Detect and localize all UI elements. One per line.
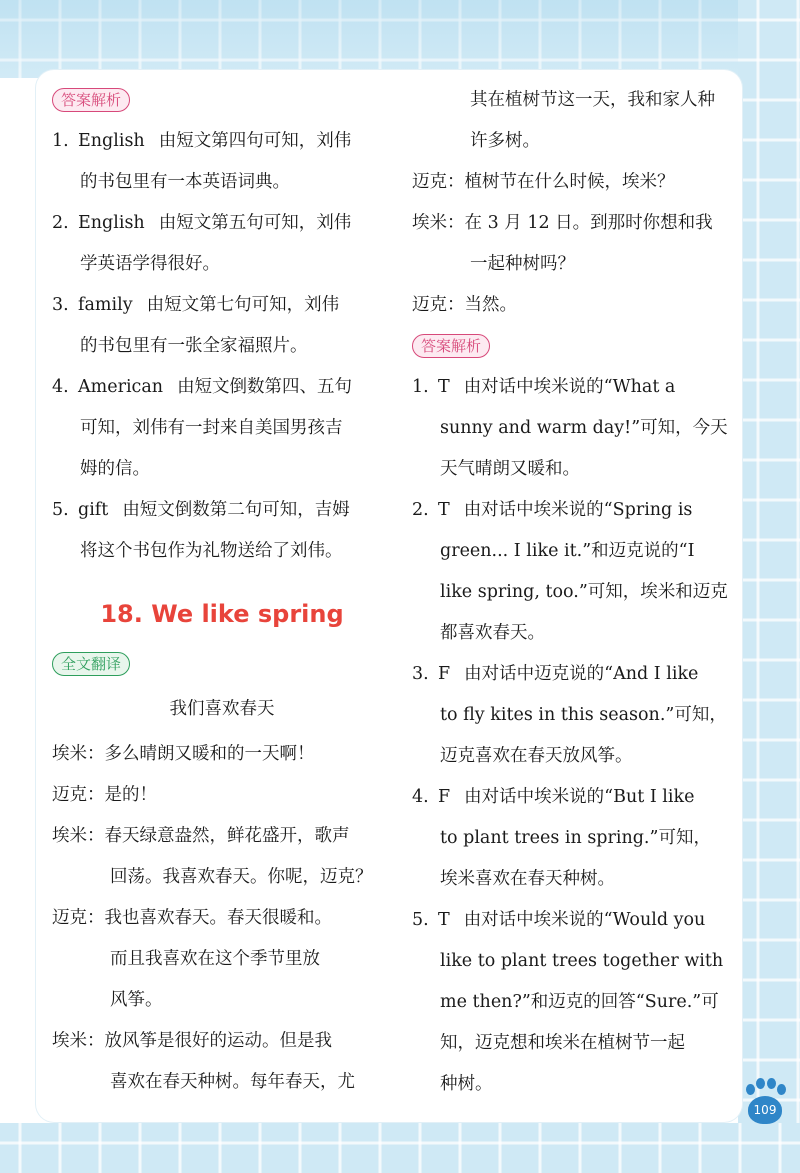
dialogue-text-cont: 而且我喜欢在这个季节里放 <box>110 949 320 969</box>
answer-explanation-cont: 天气晴朗又暖和。 <box>440 459 580 479</box>
dialogue-line <box>412 285 742 326</box>
dialogue-text: 是的！ <box>104 785 157 805</box>
left-column <box>52 80 392 1103</box>
answer-word: T <box>438 377 450 397</box>
dialogue-text: 在 3 月 12 日。到那时你想和我 <box>464 213 713 233</box>
dialogue-text-cont: 许多树。 <box>470 131 540 151</box>
answer-word: English <box>78 213 145 233</box>
answer-explanation: 由短文第七句可知，刘伟 <box>146 295 340 315</box>
answer-item <box>52 203 392 285</box>
answer-explanation-cont: like spring, too.”可知，埃米和迈克 <box>440 582 728 602</box>
answer-item <box>52 490 392 572</box>
answer-number: 2. <box>412 500 429 520</box>
dialogue-text-cont: 风筝。 <box>110 990 163 1010</box>
answer-explanation: 由短文倒数第四、五句 <box>177 377 353 397</box>
answer-item <box>52 367 392 490</box>
paw-toe <box>756 1078 765 1089</box>
speaker: 埃米： <box>52 744 105 764</box>
answer-explanation-cont: sunny and warm day!”可知，今天 <box>440 418 728 438</box>
answer-number: 1. <box>52 131 69 151</box>
answer-explanation: 由对话中埃米说的“But I like <box>464 787 695 807</box>
answer-explanation: 由短文第四句可知，刘伟 <box>158 131 352 151</box>
answer-explanation-cont: 姆的信。 <box>80 459 150 479</box>
answer-item <box>412 900 742 1105</box>
answer-explanation-cont: 的书包里有一本英语词典。 <box>80 172 290 192</box>
answer-explanation-cont: 种树。 <box>440 1074 493 1094</box>
speaker: 迈克： <box>52 908 105 928</box>
answer-word: F <box>438 664 451 684</box>
answer-analysis-badge: 答案解析 <box>52 88 130 112</box>
answer-word: American <box>78 377 164 397</box>
answer-word: gift <box>78 500 109 520</box>
paw-toe <box>767 1078 776 1089</box>
answer-word: F <box>438 787 451 807</box>
answer-explanation: 由短文倒数第二句可知，吉姆 <box>122 500 350 520</box>
answer-explanation-cont: 迈克喜欢在春天放风筝。 <box>440 746 633 766</box>
answer-explanation-cont: 可知，刘伟有一封来自美国男孩吉 <box>80 418 343 438</box>
answer-explanation: 由对话中埃米说的“Would you <box>463 910 706 930</box>
answer-explanation-cont: 都喜欢春天。 <box>440 623 545 643</box>
answer-explanation: 由对话中埃米说的“What a <box>463 377 676 397</box>
paw-toe <box>777 1084 786 1095</box>
answer-explanation: 由短文第五句可知，刘伟 <box>158 213 352 233</box>
answer-word: T <box>438 500 450 520</box>
decorative-frame-bottom <box>0 1123 800 1173</box>
answer-explanation-cont: 将这个书包作为礼物送给了刘伟。 <box>80 541 343 561</box>
answer-word: T <box>438 910 450 930</box>
dialogue-line <box>412 162 742 203</box>
answer-item <box>412 490 742 654</box>
dialogue-line <box>52 734 392 775</box>
answer-item <box>52 121 392 203</box>
answer-analysis-badge: 答案解析 <box>412 334 490 358</box>
answer-number: 4. <box>412 787 429 807</box>
answer-word: English <box>78 131 145 151</box>
section-title: 18. We like spring <box>100 600 344 628</box>
answer-explanation-cont: to plant trees in spring.”可知， <box>440 828 711 848</box>
speaker: 埃米： <box>412 213 465 233</box>
answer-explanation-cont: 的书包里有一张全家福照片。 <box>80 336 308 356</box>
answer-number: 1. <box>412 377 429 397</box>
answer-explanation: 由对话中埃米说的“Spring is <box>463 500 693 520</box>
translation-title: 我们喜欢春天 <box>169 699 275 719</box>
answer-word: family <box>78 295 133 315</box>
speaker: 迈克： <box>412 295 465 315</box>
dialogue-text-cont: 一起种树吗？ <box>470 254 575 274</box>
answer-explanation-cont: to fly kites in this season.”可知， <box>440 705 727 725</box>
answer-number: 3. <box>52 295 69 315</box>
speaker: 埃米： <box>52 826 105 846</box>
answer-item <box>412 654 742 777</box>
page-number: 109 <box>753 1103 777 1117</box>
answer-number: 3. <box>412 664 429 684</box>
answer-item <box>412 777 742 900</box>
answer-explanation-cont: me then?”和迈克的回答“Sure.”可 <box>440 992 719 1012</box>
dialogue-text: 我也喜欢春天。春天很暖和。 <box>104 908 332 928</box>
answer-number: 2. <box>52 213 69 233</box>
answer-explanation-cont: 埃米喜欢在春天种树。 <box>440 869 615 889</box>
dialogue-line <box>52 816 392 857</box>
dialogue-text-cont: 其在植树节这一天，我和家人种 <box>470 90 715 110</box>
speaker: 埃米： <box>52 1031 105 1051</box>
answer-explanation-cont: 知，迈克想和埃米在植树节一起 <box>440 1033 685 1053</box>
speaker: 迈克： <box>412 172 465 192</box>
dialogue-text: 多么晴朗又暖和的一天啊！ <box>104 744 315 764</box>
right-column <box>412 80 742 1105</box>
answer-explanation-cont: 学英语学得很好。 <box>80 254 220 274</box>
page-number-badge <box>744 1078 788 1126</box>
dialogue-line <box>52 898 392 939</box>
answer-item <box>412 367 742 490</box>
dialogue-line <box>412 203 742 244</box>
dialogue-text: 放风筝是很好的运动。但是我 <box>104 1031 332 1051</box>
answer-number: 5. <box>52 500 69 520</box>
dialogue-text-cont: 回荡。我喜欢春天。你呢，迈克？ <box>110 867 373 887</box>
dialogue-line <box>52 775 392 816</box>
dialogue <box>52 734 392 1103</box>
answer-explanation-cont: like to plant trees together with <box>440 951 724 971</box>
answer-number: 4. <box>52 377 69 397</box>
dialogue-text: 植树节在什么时候，埃米？ <box>464 172 675 192</box>
dialogue-text-cont: 喜欢在春天种树。每年春天，尤 <box>110 1072 355 1092</box>
decorative-frame-right <box>738 0 800 1173</box>
answer-list <box>412 367 742 1105</box>
answer-number: 5. <box>412 910 429 930</box>
answer-list <box>52 121 392 572</box>
speaker: 迈克： <box>52 785 105 805</box>
full-translation-badge: 全文翻译 <box>52 652 130 676</box>
answer-explanation: 由对话中迈克说的“And I like <box>464 664 699 684</box>
paw-toe <box>746 1084 755 1095</box>
dialogue-text: 春天绿意盎然，鲜花盛开，歌声 <box>104 826 350 846</box>
decorative-frame-top <box>0 0 800 78</box>
dialogue-text: 当然。 <box>464 295 517 315</box>
answer-item <box>52 285 392 367</box>
answer-explanation-cont: green... I like it.”和迈克说的“I <box>440 541 695 561</box>
dialogue-line <box>52 1021 392 1062</box>
